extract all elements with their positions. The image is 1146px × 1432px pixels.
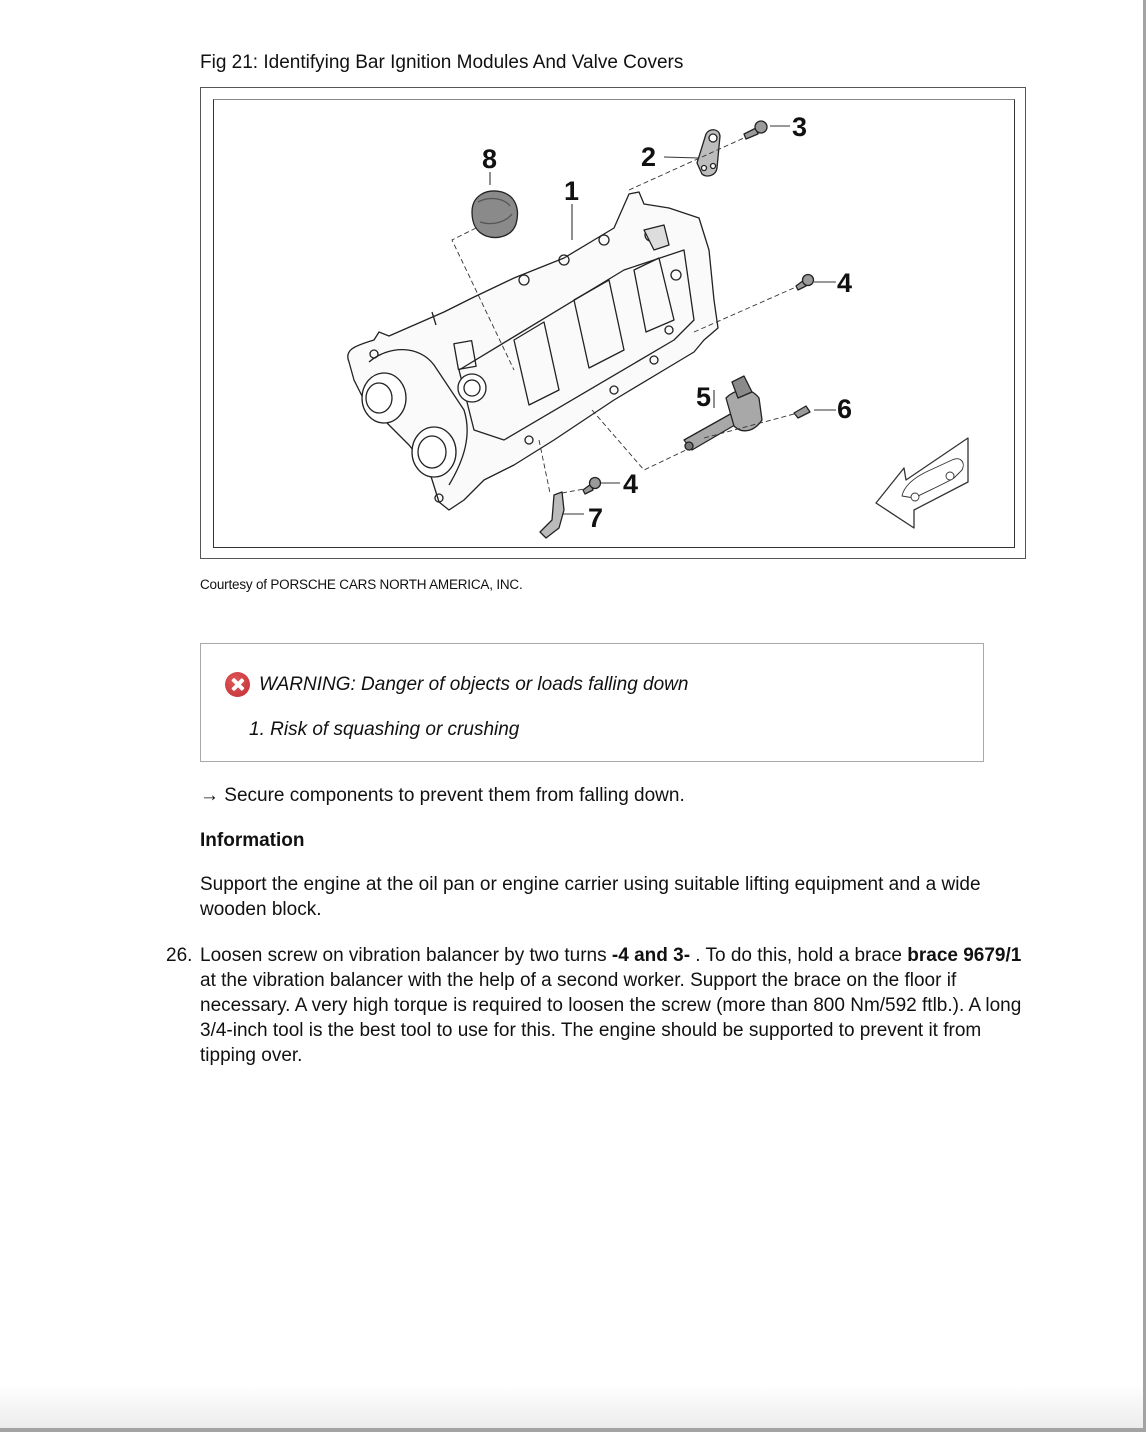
clip-part-7 bbox=[540, 492, 564, 538]
callout-2: 2 bbox=[641, 142, 657, 172]
arrow-right-icon: → bbox=[200, 785, 219, 806]
figure-diagram bbox=[213, 99, 1015, 548]
callout-4-upper: 4 bbox=[837, 268, 853, 298]
callout-5: 5 bbox=[696, 382, 712, 412]
callout-7: 7 bbox=[588, 503, 604, 533]
screw-part-4-lower bbox=[583, 478, 601, 495]
callout-6: 6 bbox=[837, 394, 853, 424]
bracket-part-2 bbox=[697, 130, 720, 176]
figure-credit: Courtesy of PORSCHE CARS NORTH AMERICA, INC. bbox=[200, 577, 523, 592]
cap-part-8 bbox=[472, 191, 517, 238]
step-screw-reference: -4 and 3- bbox=[611, 945, 691, 966]
callout-1: 1 bbox=[564, 176, 580, 206]
step-text: at the vibration balancer with the help of a second worker. Support the brace on the floor if necessary. A very high torque is required to loosen the screw (more than 800 Nm/592 ftlb.). A long 3/4-inch tool is the best tool to use for this. The engine should be supported to prevent it from tipping over. bbox=[200, 970, 1022, 1066]
figure-frame bbox=[200, 87, 1026, 559]
step-number: 26. bbox=[166, 945, 193, 966]
callout-4-lower: 4 bbox=[623, 469, 639, 499]
step-tool-reference: brace 9679/1 bbox=[907, 945, 1022, 966]
secure-text: Secure components to prevent them from falling down. bbox=[224, 785, 685, 806]
error-x-circle-icon bbox=[225, 672, 250, 697]
figure-caption: Fig 21: Identifying Bar Ignition Modules And Valve Covers bbox=[200, 52, 684, 73]
step-text: Loosen screw on vibration balancer by two turns bbox=[200, 945, 612, 966]
warning-item: 1. Risk of squashing or crushing bbox=[249, 719, 520, 740]
callout-8: 8 bbox=[482, 144, 498, 174]
stud-part-6 bbox=[794, 406, 810, 418]
screw-part-4-upper bbox=[796, 275, 814, 291]
warning-title: WARNING: Danger of objects or loads falling down bbox=[259, 674, 689, 695]
screw-part-3 bbox=[744, 121, 767, 139]
valve-cover-part-1 bbox=[348, 192, 718, 510]
information-heading: Information bbox=[200, 830, 305, 851]
step-body bbox=[200, 943, 1026, 1068]
callout-3: 3 bbox=[792, 112, 808, 142]
procedure-step-26 bbox=[166, 943, 1026, 1068]
vehicle-direction-arrow bbox=[876, 438, 968, 528]
warning-box bbox=[200, 643, 984, 762]
information-text: Support the engine at the oil pan or engine carrier using suitable lifting equipment and a wide wooden block. bbox=[200, 874, 981, 920]
secure-instruction bbox=[200, 783, 685, 808]
step-text: . To do this, hold a brace bbox=[690, 945, 908, 966]
valve-cover-diagram bbox=[214, 100, 1016, 549]
